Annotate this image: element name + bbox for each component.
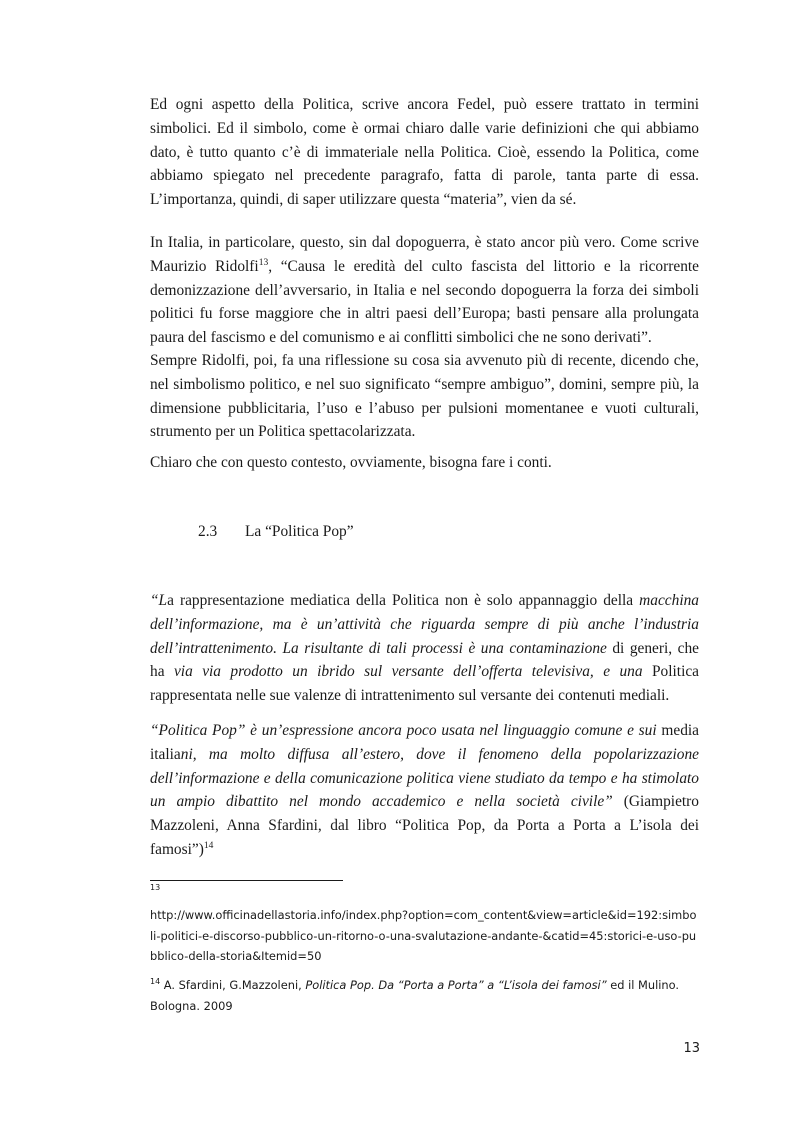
section-heading bbox=[198, 520, 354, 544]
paragraph-3: Sempre Ridolfi, poi, fa una riflessione su cosa sia avvenuto più di recente, dicendo che, nel simbolismo politico, e nel suo significato “sempre ambiguo”, domini, sempre più, la dimensione pubblicitaria, l’uso e l’abuso per pulsioni momentanee e vuoti culturali, strumento per un Politica spettacolarizzata. bbox=[150, 352, 699, 441]
footnote-ref-13[interactable]: 13 bbox=[258, 257, 269, 268]
paragraph-1: Ed ogni aspetto della Politica, scrive ancora Fedel, può essere trattato in termini simbolici. Ed il simbolo, come è ormai chiaro dalle varie definizioni che qui abbiamo dato, è tutto quanto c’è di immateriale nella Politica. Cioè, essendo la Politica, come abbiamo spiegato nel precedente paragrafo, fatta di parole, tanta parte di essa. L’importanza, quindi, di saper utilizzare questa “materia”, vien da sé. bbox=[150, 96, 699, 209]
quote-paragraph-1 bbox=[150, 589, 699, 708]
quote-2-part-c: ni, ma molto diffusa all’estero, dove il fenomeno della popolarizzazione dell’informazione e della comunicazione politica viene studiato da tempo e ha stimolato un ampio dibattito nel mondo accademico e nella società civile” bbox=[150, 745, 699, 811]
paragraph-2-text-a: In Italia, in particolare, questo, sin dal dopoguerra, è stato ancor più vero. Come scrive Maurizio Ridolfi bbox=[150, 234, 699, 275]
page-number: 13 bbox=[683, 1041, 700, 1056]
quote-2-part-b: media italia bbox=[150, 722, 699, 763]
paragraph-2-text-b: , “Causa le eredità del culto fascista del littorio e la ricorrente demonizzazione dell’avversario, in Italia e nel secondo dopoguerra la forza dei simboli politici fu forse maggiore che in altri paesi dell’Europa; basti pensare alla prolungata paura del fascismo e del comunismo e ai conflitti simbolici che ne sono derivati”. bbox=[150, 257, 700, 347]
quote-1-part-a: “L bbox=[150, 592, 168, 609]
footnote-13-url[interactable]: http://www.officinadellastoria.info/index.php?option=com_content&view=article&id=192:simboli-politici-e-discorso-pubblico-un-ritorno-o-una-svalutazione-andante-&catid=45:storici-e-uso-pubblico-della-storia&Itemid=50 bbox=[150, 908, 697, 964]
footnote-separator bbox=[150, 880, 343, 881]
quote-1-part-d: di generi, che ha bbox=[150, 639, 700, 681]
footnote-14-publisher: ed il Mulino. Bologna. 2009 bbox=[150, 978, 680, 1013]
footnote-14-mark: 14 bbox=[150, 977, 161, 987]
footnote-14-title: Politica Pop. Da “Porta a Porta” a “L’isola dei famosi” bbox=[305, 978, 607, 992]
quote-2-citation: (Giampietro Mazzoleni, Anna Sfardini, dal libro “Politica Pop, da Porta a Porta a L’isola dei famosi”) bbox=[150, 793, 699, 858]
paragraph-4: Chiaro che con questo contesto, ovviamente, bisogna fare i conti. bbox=[150, 454, 552, 471]
footnote-14 bbox=[150, 975, 699, 1016]
quote-1-part-e: via via prodotto un ibrido sul versante dell’offerta televisiva, e una bbox=[173, 663, 652, 681]
section-title: La “Politica Pop” bbox=[245, 523, 354, 540]
quote-1-part-b: a rappresentazione mediatica della Politica non è solo appannaggio della bbox=[167, 592, 640, 609]
section-number: 2.3 bbox=[198, 523, 218, 540]
quote-paragraph-2 bbox=[150, 719, 699, 862]
footnote-ref-14[interactable]: 14 bbox=[203, 840, 214, 851]
footnote-14-authors: A. Sfardini, G.Mazzoleni, bbox=[160, 978, 306, 992]
paragraph-2 bbox=[150, 231, 699, 350]
quote-1-part-f: Politica rappresentata nelle sue valenze di intrattenimento sul versante dei contenuti mediali. bbox=[150, 663, 700, 705]
quote-2-part-a: “Politica Pop” è un’espressione ancora poco usata nel linguaggio comune e sui bbox=[150, 722, 662, 739]
quote-1-part-c: macchina dell’informazione, ma è un’attività che riguarda sempre di più anche l’industria dell’intrattenimento. La risultante di tali processi è una contaminazione bbox=[150, 592, 699, 657]
footnote-13-mark: 13 bbox=[150, 883, 161, 892]
